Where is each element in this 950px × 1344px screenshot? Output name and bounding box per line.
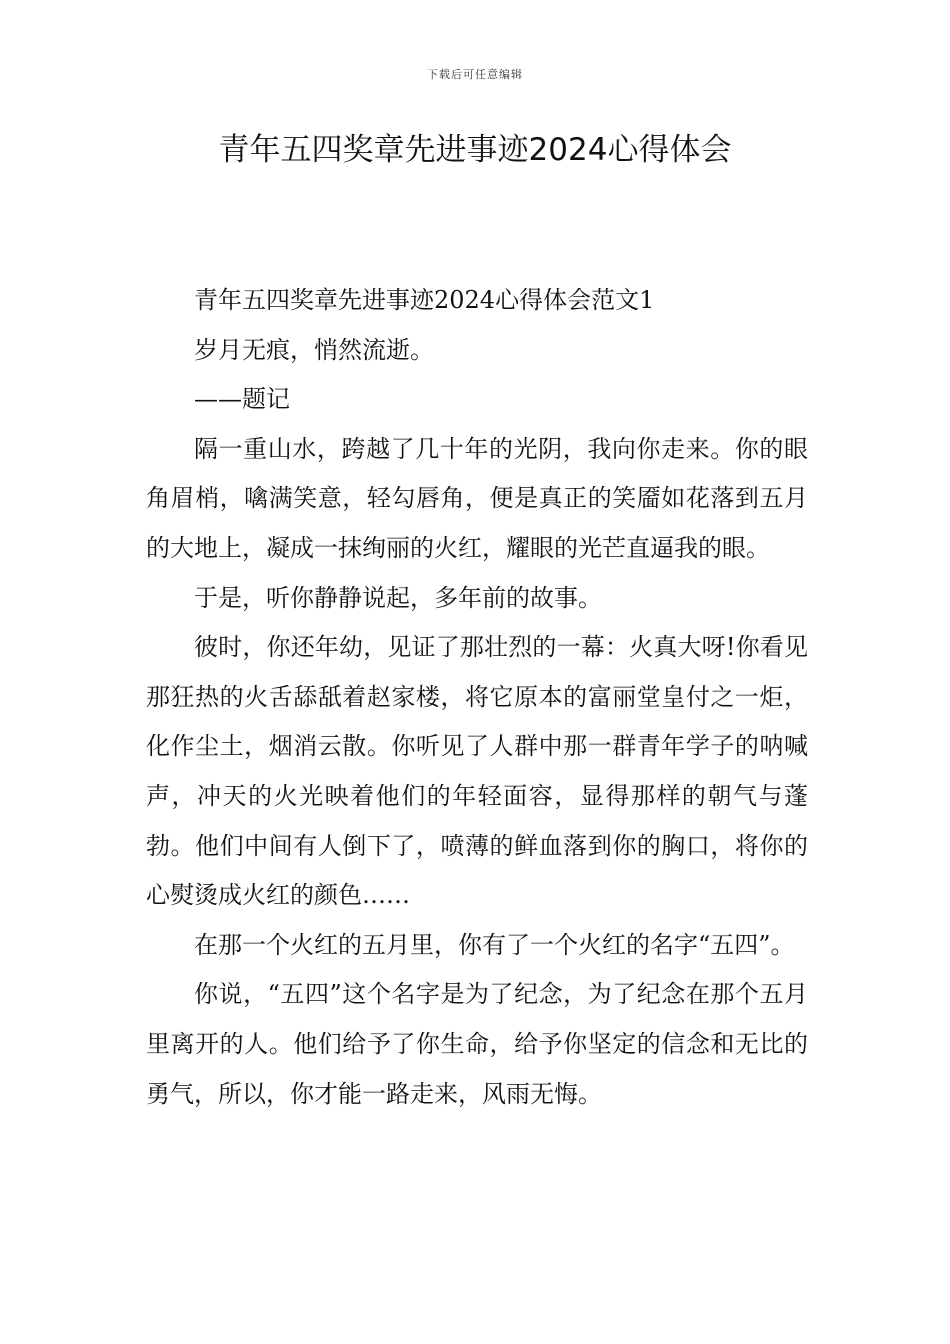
document-title: 青年五四奖章先进事迹2024心得体会 bbox=[218, 132, 732, 168]
paragraph-epigraph: 岁月无痕，悄然流逝。 bbox=[194, 335, 434, 364]
paragraph-epigraph-attribution: ——题记 bbox=[194, 385, 290, 414]
paragraph: 彼时，你还年幼，见证了那壮烈的一幕：火真大呀!你看见那狂热的火舌舔舐着赵家楼，将它原本的富丽堂皇付之一炬，化作尘土，烟消云散。你听见了人群中那一群青年学子的呐喊声，冲天的火光映着他们的年轻面容，显得那样的朝气与蓬勃。他们中间有人倒下了，喷薄的鲜血落到你的胸口，将你的心熨烫成火红的颜色…… bbox=[146, 633, 808, 910]
paragraph: 在那一个火红的五月里，你有了一个火红的名字“五四”。 bbox=[194, 930, 795, 959]
paragraph: 隔一重山水，跨越了几十年的光阴，我向你走来。你的眼角眉梢，噙满笑意，轻勾唇角，便是真正的笑靥如花落到五月的大地上，凝成一抹绚丽的火红，耀眼的光芒直逼我的眼。 bbox=[146, 434, 808, 562]
document-body bbox=[146, 276, 808, 1119]
header-note: 下载后可任意编辑 bbox=[427, 68, 523, 81]
paragraph-subtitle: 青年五四奖章先进事迹2024心得体会范文1 bbox=[194, 286, 655, 314]
paragraph: 你说，“五四”这个名字是为了纪念，为了纪念在那个五月里离开的人。他们给予了你生命，给予你坚定的信念和无比的勇气，所以，你才能一路走来，风雨无悔。 bbox=[146, 980, 808, 1108]
paragraph: 于是，听你静静说起，多年前的故事。 bbox=[194, 583, 602, 612]
